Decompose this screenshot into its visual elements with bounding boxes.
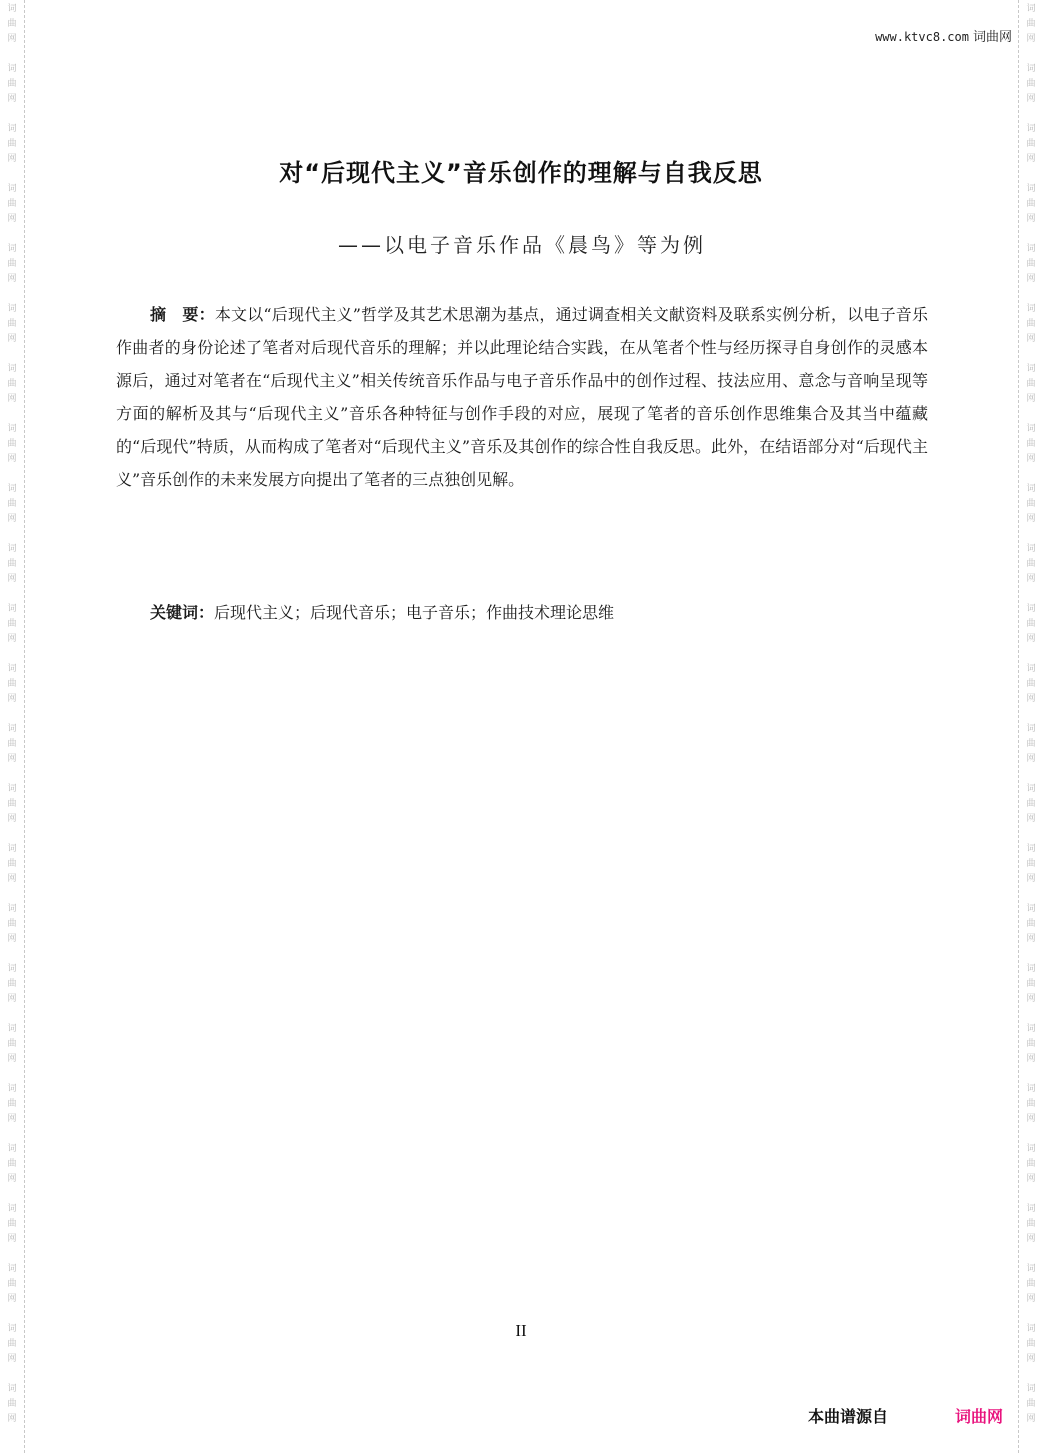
watermark-char: 词: [1026, 1144, 1036, 1154]
watermark-unit: [7, 240, 16, 300]
watermark-char: 网: [7, 1354, 17, 1364]
watermark-char: 曲: [7, 739, 17, 749]
watermark-char: 词: [7, 1024, 17, 1034]
watermark-char: 曲: [7, 1039, 17, 1049]
watermark-char: 词: [1026, 964, 1036, 974]
watermark-char: 词: [7, 544, 17, 554]
watermark-char: 网: [7, 574, 17, 584]
watermark-char: 词: [1026, 4, 1036, 14]
watermark-char: 网: [1026, 934, 1036, 944]
watermark-char: 曲: [1026, 319, 1036, 329]
watermark-unit: [7, 600, 16, 660]
watermark-char: 词: [7, 724, 17, 734]
watermark-unit: [1026, 1020, 1035, 1080]
watermark-char: 网: [1026, 94, 1036, 104]
watermark-char: 曲: [1026, 1399, 1036, 1409]
watermark-unit: [7, 840, 16, 900]
watermark-char: 曲: [1026, 679, 1036, 689]
watermark-char: 网: [1026, 394, 1036, 404]
watermark-unit: [1026, 300, 1035, 360]
watermark-char: 词: [7, 244, 17, 254]
watermark-unit: [7, 780, 16, 840]
watermark-char: 网: [7, 934, 17, 944]
header-url[interactable]: www.ktvc8.com: [875, 30, 969, 44]
watermark-unit: [1026, 180, 1035, 240]
watermark-unit: [7, 1080, 16, 1140]
watermark-char: 词: [1026, 1264, 1036, 1274]
watermark-char: 词: [7, 604, 17, 614]
watermark-char: 词: [7, 1144, 17, 1154]
watermark-char: 曲: [7, 79, 17, 89]
watermark-char: 词: [7, 64, 17, 74]
watermark-char: 曲: [1026, 1339, 1036, 1349]
watermark-char: 曲: [7, 499, 17, 509]
watermark-char: 网: [1026, 1414, 1036, 1424]
watermark-char: 词: [7, 664, 17, 674]
watermark-char: 网: [7, 154, 17, 164]
watermark-char: 词: [1026, 724, 1036, 734]
watermark-char: 词: [7, 4, 17, 14]
watermark-char: 曲: [7, 199, 17, 209]
watermark-char: 网: [1026, 1354, 1036, 1364]
watermark-char: 词: [1026, 784, 1036, 794]
watermark-unit: [1026, 840, 1035, 900]
watermark-char: 曲: [1026, 1099, 1036, 1109]
watermark-char: 曲: [7, 1399, 17, 1409]
watermark-char: 词: [7, 1264, 17, 1274]
watermark-char: 曲: [7, 379, 17, 389]
watermark-char: 词: [1026, 1384, 1036, 1394]
watermark-char: 词: [1026, 904, 1036, 914]
watermark-unit: [1026, 540, 1035, 600]
watermark-char: 词: [7, 184, 17, 194]
watermark-char: 曲: [7, 319, 17, 329]
keywords-label: 关键词：: [150, 603, 215, 622]
watermark-char: 网: [1026, 634, 1036, 644]
watermark-unit: [1026, 660, 1035, 720]
watermark-char: 曲: [1026, 1219, 1036, 1229]
watermark-char: 词: [7, 124, 17, 134]
watermark-char: 词: [7, 904, 17, 914]
watermark-unit: [1026, 240, 1035, 300]
watermark-unit: [1026, 480, 1035, 540]
left-watermark-strip: [0, 0, 25, 1453]
watermark-char: 网: [7, 874, 17, 884]
watermark-char: 词: [7, 1324, 17, 1334]
watermark-unit: [1026, 960, 1035, 1020]
watermark-unit: [7, 1200, 16, 1260]
watermark-unit: [1026, 420, 1035, 480]
watermark-char: 曲: [7, 139, 17, 149]
watermark-unit: [1026, 1140, 1035, 1200]
watermark-unit: [1026, 900, 1035, 960]
watermark-char: 词: [1026, 424, 1036, 434]
watermark-char: 词: [7, 1204, 17, 1214]
watermark-char: 网: [7, 1174, 17, 1184]
watermark-char: 网: [7, 1114, 17, 1124]
watermark-char: 曲: [1026, 499, 1036, 509]
watermark-char: 曲: [1026, 199, 1036, 209]
watermark-char: 网: [1026, 1054, 1036, 1064]
watermark-char: 网: [1026, 574, 1036, 584]
watermark-char: 曲: [1026, 799, 1036, 809]
watermark-unit: [7, 360, 16, 420]
watermark-char: 网: [7, 694, 17, 704]
watermark-char: 词: [7, 784, 17, 794]
watermark-char: 网: [1026, 154, 1036, 164]
watermark-char: 曲: [1026, 1039, 1036, 1049]
document-title: 对“后现代主义”音乐创作的理解与自我反思: [279, 159, 763, 187]
watermark-char: 曲: [1026, 79, 1036, 89]
watermark-char: 词: [1026, 544, 1036, 554]
watermark-unit: [1026, 1380, 1035, 1440]
keywords-line: [150, 599, 614, 627]
watermark-char: 网: [1026, 1114, 1036, 1124]
watermark-char: 网: [1026, 754, 1036, 764]
watermark-char: 词: [7, 424, 17, 434]
watermark-char: 网: [7, 334, 17, 344]
watermark-char: 曲: [1026, 379, 1036, 389]
watermark-char: 曲: [1026, 859, 1036, 869]
watermark-char: 网: [7, 454, 17, 464]
watermark-unit: [1026, 1260, 1035, 1320]
watermark-char: 曲: [1026, 139, 1036, 149]
watermark-unit: [1026, 600, 1035, 660]
watermark-char: 曲: [1026, 259, 1036, 269]
watermark-char: 网: [7, 34, 17, 44]
watermark-unit: [7, 480, 16, 540]
watermark-unit: [1026, 60, 1035, 120]
watermark-char: 网: [7, 1234, 17, 1244]
abstract-label: 摘 要：: [150, 305, 215, 324]
keywords-text: 后现代主义；后现代音乐；电子音乐；作曲技术理论思维: [214, 603, 615, 622]
watermark-unit: [1026, 720, 1035, 780]
watermark-unit: [7, 720, 16, 780]
watermark-unit: [1026, 360, 1035, 420]
watermark-char: 网: [1026, 514, 1036, 524]
watermark-char: 网: [1026, 1174, 1036, 1184]
watermark-unit: [1026, 1200, 1035, 1260]
watermark-char: 词: [1026, 1084, 1036, 1094]
watermark-char: 网: [7, 394, 17, 404]
watermark-char: 词: [1026, 1324, 1036, 1334]
watermark-char: 词: [7, 364, 17, 374]
watermark-char: 词: [7, 1384, 17, 1394]
abstract-text: 本文以“后现代主义”哲学及其艺术思潮为基点，通过调查相关文献资料及联系实例分析，以电子音乐作曲者的身份论述了笔者对后现代音乐的理解；并以此理论结合实践，在从笔者个性与经历探寻自身创作的灵感本源后，通过对笔者在“后现代主义”相关传统音乐作品与电子音乐作品中的创作过程、技法应用、意念与音响呈现等方面的解析及其与“后现代主义”音乐各种特征与创作手段的对应，展现了笔者的音乐创作思维集合及其当中蕴藏的“后现代”特质，从而构成了笔者对“后现代主义”音乐及其创作的综合性自我反思。此外，在结语部分对“后现代主义”音乐创作的未来发展方向提出了笔者的三点独创见解。: [116, 305, 928, 489]
watermark-unit: [7, 420, 16, 480]
watermark-char: 网: [1026, 814, 1036, 824]
watermark-char: 网: [1026, 454, 1036, 464]
watermark-char: 网: [7, 754, 17, 764]
watermark-char: 网: [1026, 1234, 1036, 1244]
watermark-unit: [7, 1260, 16, 1320]
watermark-char: 词: [1026, 1204, 1036, 1214]
watermark-char: 网: [1026, 1294, 1036, 1304]
right-watermark-strip: [1018, 0, 1042, 1453]
watermark-char: 曲: [7, 439, 17, 449]
watermark-char: 网: [7, 1414, 17, 1424]
watermark-unit: [7, 900, 16, 960]
watermark-char: 曲: [7, 1159, 17, 1169]
watermark-char: 词: [1026, 124, 1036, 134]
watermark-char: 词: [1026, 244, 1036, 254]
watermark-char: 曲: [1026, 439, 1036, 449]
watermark-unit: [1026, 780, 1035, 840]
watermark-char: 曲: [1026, 559, 1036, 569]
watermark-char: 词: [7, 964, 17, 974]
watermark-char: 曲: [7, 679, 17, 689]
watermark-char: 网: [1026, 994, 1036, 1004]
watermark-char: 网: [7, 274, 17, 284]
watermark-char: 词: [1026, 484, 1036, 494]
watermark-char: 词: [7, 1084, 17, 1094]
watermark-char: 网: [1026, 274, 1036, 284]
watermark-char: 网: [7, 1054, 17, 1064]
watermark-char: 曲: [1026, 1279, 1036, 1289]
watermark-char: 网: [1026, 334, 1036, 344]
watermark-unit: [7, 660, 16, 720]
watermark-char: 曲: [7, 979, 17, 989]
watermark-char: 曲: [1026, 979, 1036, 989]
watermark-unit: [7, 60, 16, 120]
watermark-char: 网: [1026, 874, 1036, 884]
watermark-char: 词: [1026, 364, 1036, 374]
watermark-char: 网: [7, 1294, 17, 1304]
watermark-char: 词: [7, 484, 17, 494]
watermark-char: 曲: [7, 1279, 17, 1289]
header-site-link[interactable]: [875, 26, 1012, 45]
watermark-char: 曲: [1026, 619, 1036, 629]
watermark-char: 词: [1026, 664, 1036, 674]
watermark-char: 网: [1026, 214, 1036, 224]
watermark-unit: [7, 1020, 16, 1080]
watermark-char: 词: [1026, 1024, 1036, 1034]
watermark-char: 曲: [7, 859, 17, 869]
watermark-char: 曲: [7, 1339, 17, 1349]
watermark-unit: [7, 0, 16, 60]
footer-brand-logo[interactable]: 词曲网: [955, 1407, 1004, 1426]
watermark-unit: [1026, 1080, 1035, 1140]
watermark-char: 词: [1026, 844, 1036, 854]
watermark-unit: [1026, 0, 1035, 60]
watermark-char: 曲: [7, 1099, 17, 1109]
watermark-char: 曲: [7, 559, 17, 569]
watermark-char: 网: [7, 994, 17, 1004]
watermark-unit: [7, 300, 16, 360]
watermark-char: 网: [1026, 694, 1036, 704]
watermark-char: 曲: [7, 259, 17, 269]
watermark-char: 网: [1026, 34, 1036, 44]
watermark-char: 曲: [7, 799, 17, 809]
watermark-unit: [7, 540, 16, 600]
header-site-name[interactable]: 词曲网: [972, 30, 1012, 45]
abstract-paragraph: [116, 298, 928, 496]
watermark-unit: [7, 960, 16, 1020]
watermark-char: 网: [7, 514, 17, 524]
watermark-char: 曲: [7, 919, 17, 929]
watermark-char: 词: [7, 844, 17, 854]
watermark-char: 曲: [7, 619, 17, 629]
watermark-char: 网: [7, 634, 17, 644]
watermark-unit: [7, 1380, 16, 1440]
watermark-char: 网: [7, 94, 17, 104]
watermark-char: 曲: [1026, 919, 1036, 929]
watermark-unit: [7, 180, 16, 240]
watermark-char: 网: [7, 814, 17, 824]
page-number: II: [515, 1321, 527, 1340]
watermark-char: 词: [1026, 304, 1036, 314]
watermark-unit: [7, 1140, 16, 1200]
watermark-char: 网: [7, 214, 17, 224]
document-subtitle: ——以电子音乐作品《晨鸟》等为例: [338, 233, 706, 257]
watermark-char: 词: [7, 304, 17, 314]
watermark-char: 词: [1026, 604, 1036, 614]
watermark-char: 曲: [1026, 739, 1036, 749]
watermark-char: 曲: [1026, 19, 1036, 29]
watermark-char: 曲: [1026, 1159, 1036, 1169]
watermark-char: 词: [1026, 64, 1036, 74]
footer-source-label: 本曲谱源自: [808, 1407, 889, 1426]
watermark-char: 词: [1026, 184, 1036, 194]
watermark-char: 曲: [7, 19, 17, 29]
watermark-char: 曲: [7, 1219, 17, 1229]
